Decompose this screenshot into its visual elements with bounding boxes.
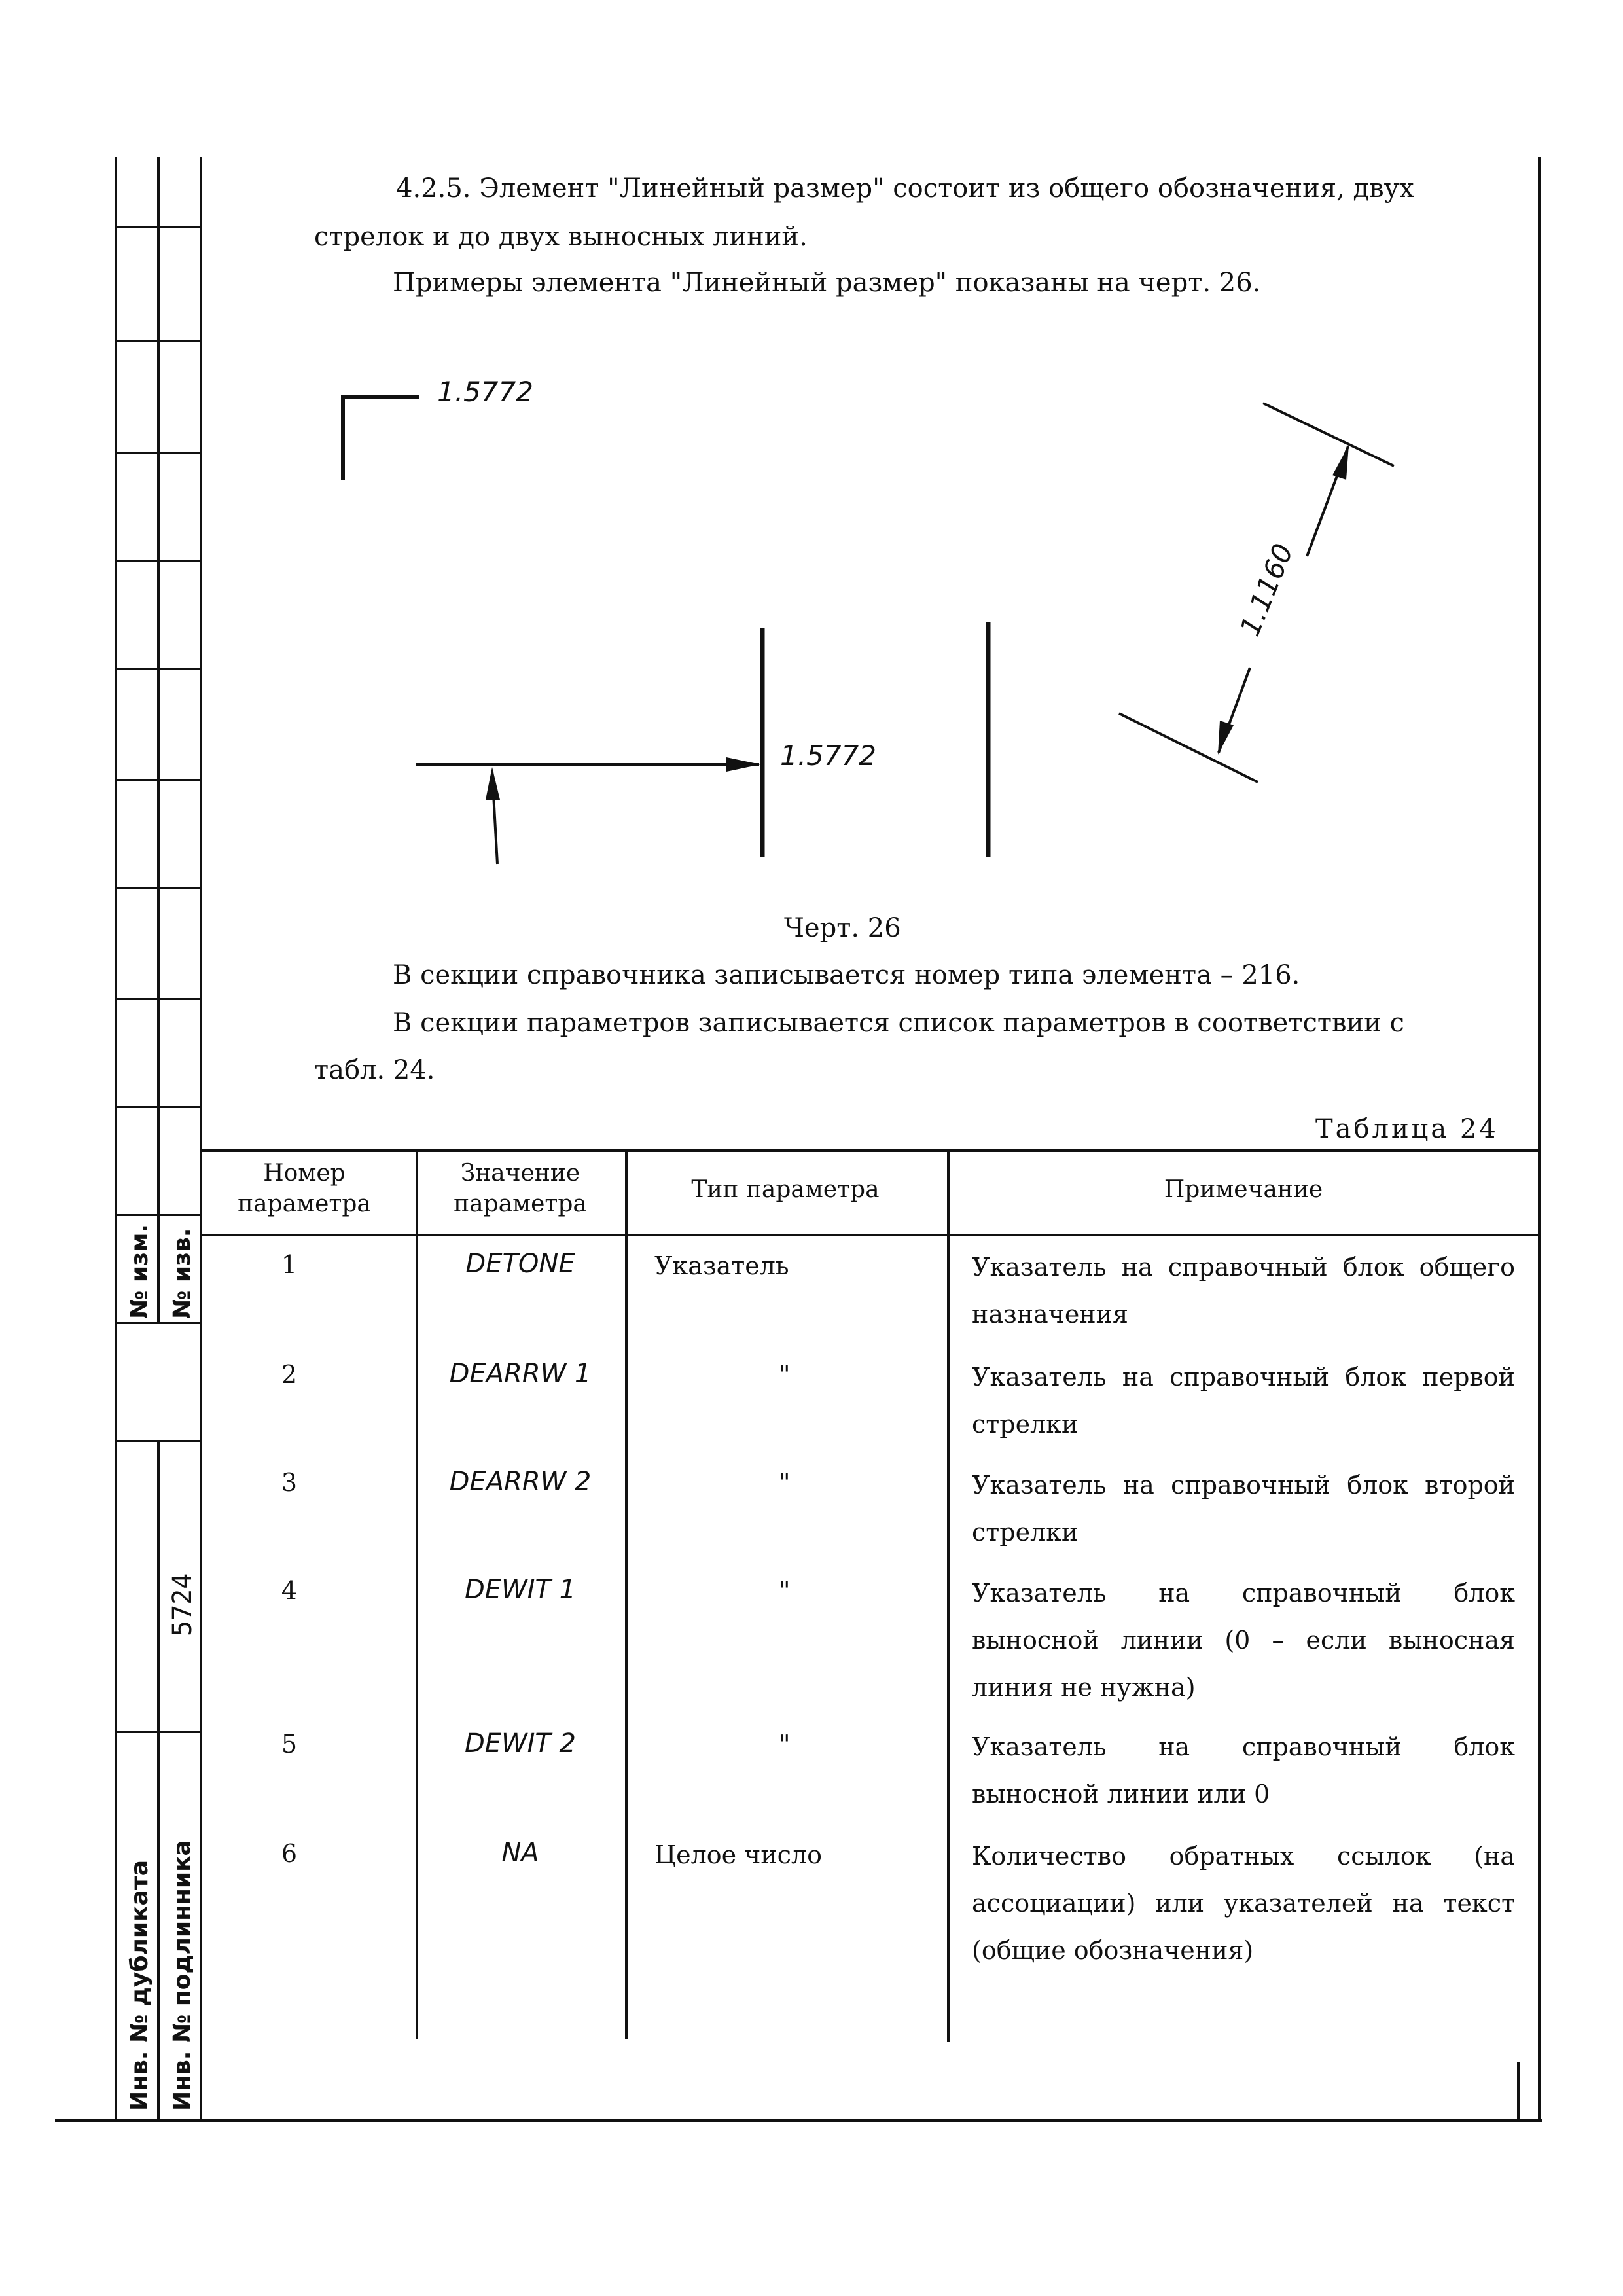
table-row-6-type: Целое число	[654, 1840, 822, 1869]
table-row-1-type: Указатель	[654, 1251, 789, 1280]
table-row-5-note: Указатель на справочный блок выносной линии или 0	[972, 1732, 1515, 1808]
table-row-3-note: Указатель на справочный блок второй стрелки	[972, 1471, 1515, 1547]
stamp-inv-number: 5724	[168, 1573, 198, 1636]
arrowhead-down-left	[1218, 721, 1234, 755]
arrowhead-up	[486, 767, 500, 800]
table-row-2-num: 2	[281, 1360, 298, 1389]
table-row-4-type: "	[779, 1576, 791, 1605]
table-header-note: Примечание	[1164, 1176, 1323, 1203]
paragraph-params-line1: В секции параметров записывается список параметров в соответствии с	[393, 1008, 1404, 1038]
stamp-label-izv: № изв.	[169, 1228, 196, 1319]
table-row-3-value: DEARRW 2	[449, 1467, 592, 1497]
table-row-1-note: Указатель на справочный блок общего назначения	[972, 1253, 1515, 1329]
stamp-label-izm: № изм.	[126, 1223, 153, 1319]
stamp-label-inv-podl: Инв. № подлинника	[169, 1840, 196, 2111]
table-row-5-type: "	[779, 1730, 791, 1759]
stamp-label-inv-dubl: Инв. № дубликата	[126, 1860, 153, 2111]
paragraph-params-line2: табл. 24.	[314, 1055, 435, 1085]
table-row-5-value: DEWIT 2	[464, 1729, 577, 1759]
table-col-divider-3	[947, 1149, 950, 2042]
table-header-value: Значение параметра	[454, 1160, 587, 1217]
table-row-5-num: 5	[281, 1730, 298, 1759]
table-row-4-value: DEWIT 1	[464, 1575, 577, 1605]
arrowhead-up-right	[1332, 445, 1349, 480]
table-row-2-type: "	[779, 1360, 791, 1389]
table-row-2-value: DEARRW 1	[449, 1359, 592, 1389]
table-header-bottom	[202, 1234, 1538, 1236]
table-row-3-num: 3	[281, 1468, 298, 1497]
table-row-4-note: Указатель на справочный блок выносной линии (0 – если выносная линия не нужна)	[972, 1579, 1515, 1702]
table-row-3-type: "	[779, 1468, 791, 1497]
table-row-2-note: Указатель на справочный блок первой стрелки	[972, 1363, 1515, 1439]
table-row-1-value: DETONE	[465, 1249, 575, 1279]
paragraph-4-2-5-line2: стрелок и до двух выносных линий.	[314, 222, 808, 252]
table-title: Таблица 24	[1315, 1114, 1499, 1144]
table-row-6-note: Количество обратных ссылок (на ассоциации) или указателей на текст (общие обозначения)	[972, 1842, 1515, 1965]
table-row-4-num: 4	[281, 1576, 298, 1605]
table-col-divider-2	[625, 1149, 628, 2039]
table-header-type: Тип параметра	[691, 1176, 880, 1203]
dimension-label-1: 1.5772	[437, 376, 533, 408]
paragraph-4-2-5-line1: 4.2.5. Элемент "Линейный размер" состоит из общего обозначения, двух	[396, 173, 1414, 204]
table-top-border	[202, 1149, 1538, 1152]
dimension-example-1	[341, 397, 419, 480]
dimension-label-2: 1.5772	[780, 740, 876, 772]
paragraph-reference-section: В секции справочника записывается номер типа элемента – 216.	[393, 960, 1300, 990]
table-row-6-num: 6	[281, 1839, 298, 1868]
table-header-num: Номер параметра	[238, 1160, 371, 1217]
table-row-1-num: 1	[281, 1250, 298, 1279]
table-row-6-value: NA	[501, 1838, 539, 1868]
figure-caption: Черт. 26	[784, 913, 901, 943]
paragraph-examples: Примеры элемента "Линейный размер" показаны на черт. 26.	[393, 268, 1261, 298]
dimension-label-3: 1.1160	[1234, 539, 1300, 641]
arrowhead-right	[726, 757, 760, 772]
dimension-example-2	[416, 622, 988, 864]
